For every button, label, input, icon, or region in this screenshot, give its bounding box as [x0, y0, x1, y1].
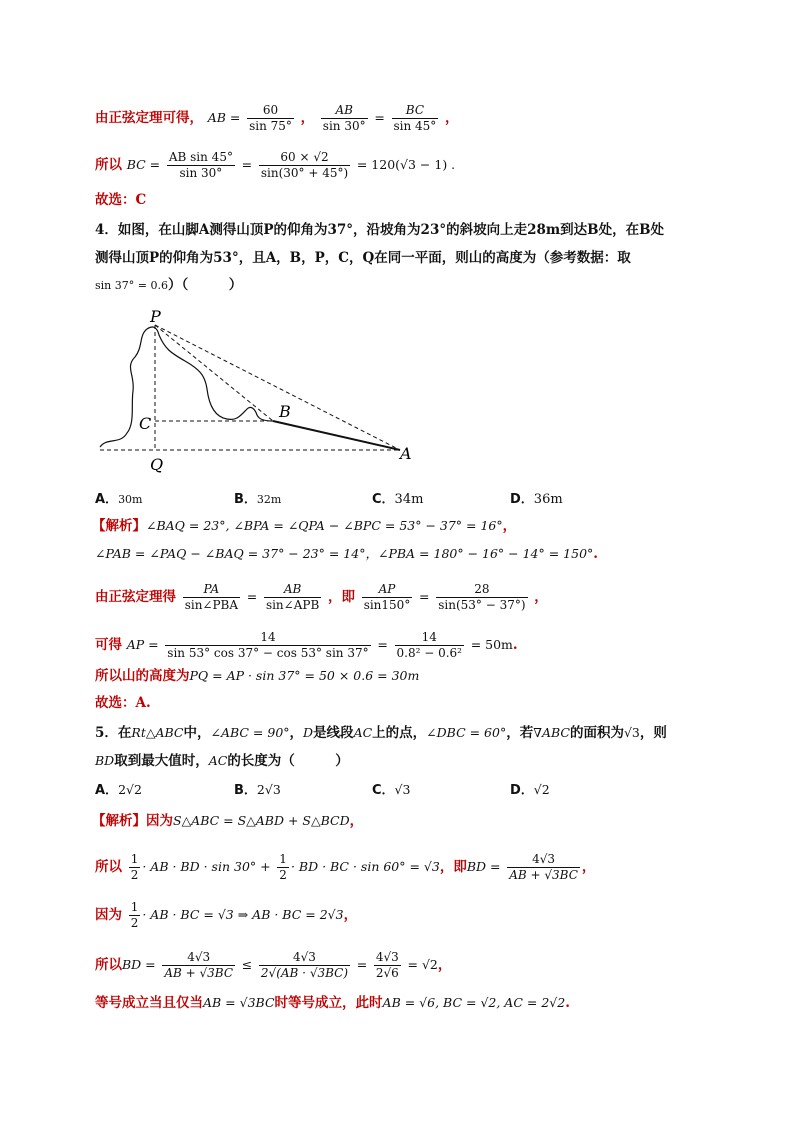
fraction: [129, 900, 141, 931]
frac-den: sin 30°: [322, 119, 366, 133]
q5-solution-line-4: [95, 950, 451, 981]
q5-stem-line-1: [95, 724, 667, 742]
q5-solution-line-2: [95, 852, 595, 883]
text-end: ，: [534, 589, 548, 605]
math-ab: AB =: [207, 110, 241, 125]
text-lead: 由正弦定理得: [95, 589, 176, 605]
option-label: B．: [234, 492, 257, 507]
text-end: ，: [502, 518, 517, 534]
frac-num: AP: [362, 582, 413, 598]
fraction: [259, 950, 350, 981]
frac-num: 4√3: [507, 852, 580, 868]
fraction: [395, 630, 464, 661]
math: =: [356, 957, 368, 972]
fraction: [247, 103, 294, 134]
math: ∠ABC = 90°: [210, 725, 290, 740]
math-sin37: sin 37° = 0.6: [95, 279, 168, 292]
frac-den: sin150°: [363, 598, 411, 612]
frac-den: 2: [130, 916, 139, 930]
fraction: [436, 582, 527, 613]
text-end: ，: [343, 907, 358, 923]
option-c[interactable]: [372, 781, 410, 800]
math-result: = 120(√3 − 1) .: [356, 157, 456, 172]
q4-stem-line-3: [95, 276, 242, 295]
math: AB = √6, BC = √2, AC = 2√2: [382, 995, 566, 1010]
label-q: Q: [150, 455, 164, 474]
frac-den: 2√6: [375, 966, 399, 980]
option-value: 34m: [394, 492, 424, 507]
slope-ba: [273, 421, 400, 450]
frac-den: 2√(AB · √3BC): [260, 966, 348, 980]
text: 5．在: [95, 725, 132, 741]
q5-solution-line-3: [95, 900, 357, 931]
math: = √2: [407, 957, 438, 972]
frac-num: 4√3: [162, 950, 235, 966]
math-eq: =: [374, 110, 385, 125]
text-lead: 所以: [95, 957, 122, 973]
frac-den: AB + √3BC: [509, 868, 578, 882]
option-label: A．: [95, 783, 119, 798]
frac-den: 2: [279, 868, 287, 882]
math: AC: [353, 725, 373, 740]
text-end: ，: [445, 110, 459, 126]
option-a[interactable]: [95, 491, 143, 509]
math: ∠DBC = 60°: [426, 725, 507, 740]
fraction: [374, 950, 401, 981]
solution-tag: 【解析】: [92, 813, 146, 829]
option-value: 2√3: [256, 782, 281, 797]
math-area: S△ABC = S△ABD + S△BCD: [173, 813, 350, 828]
text-mid: ，即: [439, 859, 467, 875]
q4-solution-line-4: 可得 AP = $\frac{14}{\sin 53^\circ \cos 37^\circ - \cos 53^\circ \sin 37^\circ}$ = $\frac{14}{\text{0.8² − 0.6²}}$ = 50m.: [95, 630, 518, 660]
frac-num: AB sin 45°: [168, 150, 233, 164]
math: · AB · BD · sin 30° +: [142, 859, 271, 874]
answer-q4: 故选：A.: [95, 695, 151, 711]
math: ∇ABC: [533, 725, 570, 740]
fraction: [162, 950, 235, 981]
line-pa: [155, 325, 400, 450]
text-lead: 所以山的高度为: [95, 668, 190, 684]
fraction: [321, 103, 368, 134]
text: 是线段: [313, 725, 354, 741]
text-lead: 所以: [95, 859, 122, 875]
math-ap: AP =: [126, 637, 159, 652]
option-b[interactable]: [234, 491, 281, 509]
frac-num: AB: [321, 103, 368, 119]
q5-solution-line-1: [92, 812, 363, 830]
frac-den: sin(30° + 45°): [260, 166, 349, 180]
label-a: A: [400, 444, 412, 463]
math: BD =: [466, 859, 501, 874]
text-end: ，: [437, 957, 452, 973]
fraction: [362, 582, 413, 613]
text: 等号成立当且仅当: [95, 995, 203, 1011]
math-angles: ∠BAQ = 23°, ∠BPA = ∠QPA − ∠BPC = 53° − 37° = 16°: [146, 518, 503, 533]
math: · BD · BC · sin 60° = √3: [290, 859, 440, 874]
frac-num: 4√3: [375, 950, 399, 964]
fraction: [183, 582, 240, 613]
q5-solution-line-5: [95, 994, 570, 1012]
option-c[interactable]: [372, 491, 423, 509]
text: ，则: [639, 725, 667, 741]
fraction: [264, 582, 321, 613]
option-d[interactable]: [510, 781, 550, 800]
option-label: B．: [234, 783, 257, 798]
frac-den: sin 53° cos 37° − cos 53° sin 37°: [167, 646, 369, 660]
label-b: B: [279, 402, 291, 421]
frac-num: 14: [165, 630, 370, 646]
text-lead: 因为: [146, 813, 173, 829]
option-value: 32m: [256, 493, 282, 506]
frac-den: sin 30°: [179, 166, 223, 180]
math: BD: [95, 753, 115, 768]
math: Rt△ABC: [131, 725, 184, 740]
math-pba: ，∠PBA = 180° − 16° − 14° = 150°: [365, 546, 594, 561]
math-height: PQ = AP · sin 37° = 50 × 0.6 = 30m: [189, 668, 420, 683]
text-lead: 可得: [95, 637, 122, 653]
frac-num: 1: [130, 852, 139, 866]
option-d[interactable]: [510, 491, 563, 509]
text: 中，: [183, 725, 211, 741]
frac-num: 60: [247, 103, 294, 119]
math: AB = √3BC: [203, 995, 275, 1010]
option-value: √3: [394, 782, 411, 797]
frac-num: 28: [436, 582, 527, 598]
sine-law-line-1: [95, 103, 459, 134]
fraction: [507, 852, 580, 883]
math: AC: [208, 753, 228, 768]
math: ≤: [241, 957, 253, 972]
text-end: .: [512, 637, 518, 653]
text: 的面积为: [569, 725, 624, 741]
line-pb: [155, 325, 273, 421]
frac-den: 0.8² − 0.6²: [396, 646, 462, 660]
text-mid: ，即: [327, 589, 355, 605]
math-bc: BC =: [126, 157, 161, 172]
math-result: = 50m: [470, 637, 513, 652]
option-label: D．: [510, 783, 534, 798]
mountain-figure: [95, 305, 425, 475]
option-value: 30m: [118, 493, 143, 506]
text: .: [565, 995, 570, 1011]
frac-num: 14: [395, 630, 464, 646]
text-end: ，: [349, 813, 364, 829]
option-value: 2√2: [118, 782, 142, 797]
math: √3: [623, 725, 640, 740]
frac-num: 1: [279, 852, 287, 866]
text-lead: 由正弦定理可得，: [95, 110, 203, 126]
frac-den: sin 45°: [393, 119, 437, 133]
frac-den: sin∠PBA: [184, 598, 239, 612]
option-label: D．: [510, 492, 534, 507]
option-label: A．: [95, 492, 119, 507]
option-label: C．: [372, 492, 395, 507]
text: 的长度为（ ）: [227, 753, 349, 769]
option-value: 36m: [533, 492, 563, 507]
q4-solution-line-2: [95, 545, 598, 563]
text: ，若: [506, 725, 534, 741]
label-c: C: [139, 414, 152, 433]
solution-tag: 【解析】: [92, 518, 146, 534]
text: 时等号成立，此时: [274, 995, 383, 1011]
fraction: [392, 103, 439, 134]
frac-num: 1: [130, 900, 139, 914]
fraction: [167, 150, 235, 181]
option-b[interactable]: [234, 781, 281, 800]
answer-q3: 故选：C: [95, 192, 147, 208]
text: ，: [289, 725, 304, 741]
frac-num: PA: [183, 582, 240, 598]
text-lead: 因为: [95, 907, 122, 923]
frac-num: 60 × √2: [259, 150, 350, 166]
frac-den: sin∠APB: [265, 598, 320, 612]
text-sep: ，: [300, 110, 315, 126]
math-pab: ∠PAB = ∠PAQ − ∠BAQ = 37° − 23° = 14°: [95, 546, 366, 561]
frac-den: 2: [130, 868, 139, 882]
fraction: [165, 630, 370, 661]
sine-law-line-2: 所以 BC = $\frac{\text{AB sin 45°}}{\sin 30^\circ}$ = $\frac{60 \times √2}{\sin(30^\circ + 45^\circ)}$ = 120(√3 − 1) .: [95, 150, 456, 180]
text-end: ，: [581, 859, 596, 875]
q4-solution-line-5: [95, 667, 419, 685]
frac-den: sin(53° − 37°): [438, 598, 526, 612]
frac-den: AB + √3BC: [164, 966, 234, 980]
frac-num: 4√3: [259, 950, 350, 966]
math: · AB · BC = √3 ⇒ AB · BC = 2√3: [142, 907, 344, 922]
mountain-outline: [100, 327, 273, 447]
option-label: C．: [372, 783, 395, 798]
label-p: P: [150, 307, 161, 326]
text-lead: 所以: [95, 157, 122, 173]
fraction: [129, 852, 141, 883]
math: D: [303, 725, 314, 740]
q4-stem-line-2: 测得山顶P的仰角为53°，且A，B，P，C，Q在同一平面，则山的高度为（参考数据：取: [95, 250, 631, 266]
fraction: [277, 852, 289, 883]
option-value: √2: [533, 782, 550, 797]
q5-stem-line-2: [95, 752, 349, 770]
frac-num: BC: [392, 103, 439, 119]
math: BD =: [122, 957, 156, 972]
fraction: [259, 150, 350, 181]
q4-solution-line-3: 由正弦定理得 $\frac{PA}{\text{sin∠PBA}}$ = $\frac{AB}{\text{sin∠APB}}$ ，即 $\frac{AP}{\sin 150^\circ}$ = $\frac{28}{\sin(53^\circ - 37^\circ)}$ ，: [95, 582, 548, 612]
text: 上的点，: [372, 725, 427, 741]
text-end: .: [593, 546, 598, 562]
q4-stem-line-1: 4．如图，在山脚A测得山顶P的仰角为37°，沿坡角为23°的斜坡向上走28m到达B处，在B处: [95, 222, 664, 238]
text-tail: ）（ ）: [167, 277, 243, 293]
option-a[interactable]: [95, 781, 142, 800]
q4-solution-line-1: [92, 517, 516, 535]
frac-den: sin 75°: [249, 119, 292, 133]
frac-num: AB: [264, 582, 321, 598]
text: 取到最大值时，: [114, 753, 209, 769]
